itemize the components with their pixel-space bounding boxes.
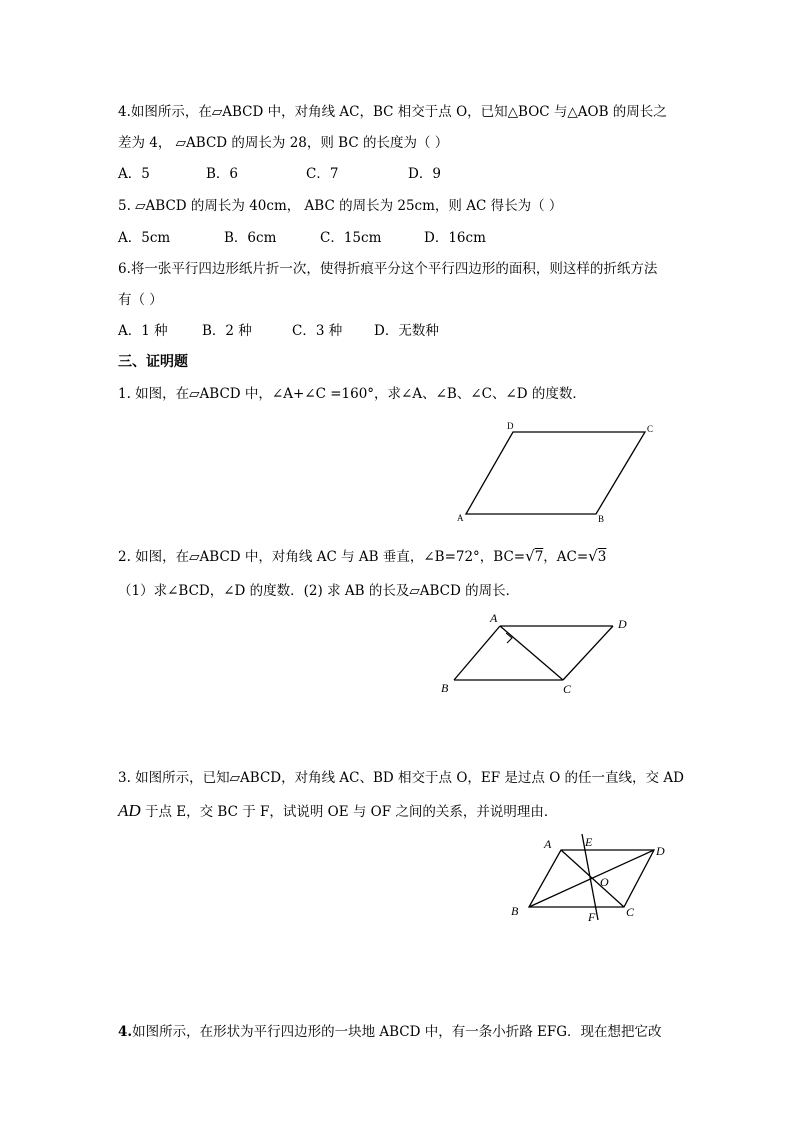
p4-line-1 bbox=[118, 1022, 662, 1042]
p2-sqrt-3: 3 bbox=[597, 549, 607, 565]
p3-label-b: B bbox=[511, 904, 519, 918]
p2-sqrt-7: 7 bbox=[534, 549, 544, 565]
p2-label-b: B bbox=[441, 681, 449, 695]
p1-text: 1. 如图，在▱ABCD 中，∠A+∠C =160°，求∠A、∠B、∠C、∠D 的度数． bbox=[118, 386, 586, 402]
p3-line-1: 3. 如图所示，已知▱ABCD，对角线 AC、BD 相交于点 O，EF 是过点 O 的任一直线，交 AD bbox=[118, 770, 684, 786]
q6-line-2: 有（ ） bbox=[118, 292, 163, 308]
p3-label-c: C bbox=[626, 905, 635, 919]
q6-option-b: B．2 种 bbox=[202, 323, 252, 339]
p3-label-f: F bbox=[588, 910, 596, 924]
p2-label-d: D bbox=[618, 617, 627, 631]
p1-label-d: D bbox=[507, 421, 514, 431]
p1-label-a: A bbox=[457, 513, 464, 523]
p4-number: 4. bbox=[118, 1024, 133, 1040]
p1-label-c: C bbox=[647, 424, 654, 434]
q6-option-d: D．无数种 bbox=[374, 323, 439, 339]
p1-label-b: B bbox=[598, 514, 605, 524]
p3-label-e: E bbox=[585, 835, 593, 849]
p2-label-a: A bbox=[490, 611, 498, 625]
q4-option-c: C．7 bbox=[306, 166, 339, 182]
q4-option-b: B．6 bbox=[206, 166, 239, 182]
p4-text: 如图所示，在形状为平行四边形的一块地 ABCD 中，有一条小折路 EFG．现在想把它改 bbox=[132, 1024, 662, 1040]
q6-option-c: C．3 种 bbox=[292, 323, 343, 339]
p2-line-2: （1）求∠BCD，∠D 的度数．(2) 求 AB 的长及▱ABCD 的周长． bbox=[118, 583, 520, 599]
q5-option-b: B．6cm bbox=[224, 230, 277, 246]
p3-ad-symbol: AD bbox=[118, 801, 141, 820]
p2-line-1: 2. 如图，在▱ABCD 中，对角线 AC 与 AB 垂直，∠B=72°，BC=√7，AC=√3 bbox=[118, 547, 607, 565]
q5-line-1: 5. ▱ABCD 的周长为 40cm， ABC 的周长为 25cm，则 AC 得长为（ ） bbox=[118, 198, 563, 214]
q5-option-c: C．15cm bbox=[320, 230, 382, 246]
p3-label-o: O bbox=[600, 875, 609, 889]
q5-option-a: A．5cm bbox=[118, 230, 171, 246]
q4-option-d: D．9 bbox=[408, 166, 441, 182]
p2-text-mid: ，AC= bbox=[543, 549, 589, 565]
p3-text-2: 于点 E，交 BC 于 F，试说明 OE 与 OF 之间的关系，并说明理由． bbox=[144, 804, 558, 820]
p2-text-pre: 2. 如图，在▱ABCD 中，对角线 AC 与 AB 垂直，∠B=72°，BC= bbox=[118, 549, 526, 565]
q6-line-1: 6.将一张平行四边形纸片折一次，使得折痕平分这个平行四边形的面积，则这样的折纸方法 bbox=[118, 261, 658, 277]
p2-label-c: C bbox=[563, 682, 572, 696]
q6-option-a: A．1 种 bbox=[118, 323, 168, 339]
section-title: 三、证明题 bbox=[118, 354, 188, 370]
q4-line-1: 4.如图所示，在▱ABCD 中，对角线 AC，BC 相交于点 O，已知△BOC 与△AOB 的周长之 bbox=[118, 104, 667, 120]
q4-option-a: A．5 bbox=[118, 166, 150, 182]
p3-label-a: A bbox=[544, 837, 552, 851]
q4-line-2: 差为 4， ▱ABCD 的周长为 28，则 BC 的长度为（ ） bbox=[118, 135, 449, 151]
p3-label-d: D bbox=[656, 844, 665, 858]
q5-option-d: D．16cm bbox=[424, 230, 486, 246]
